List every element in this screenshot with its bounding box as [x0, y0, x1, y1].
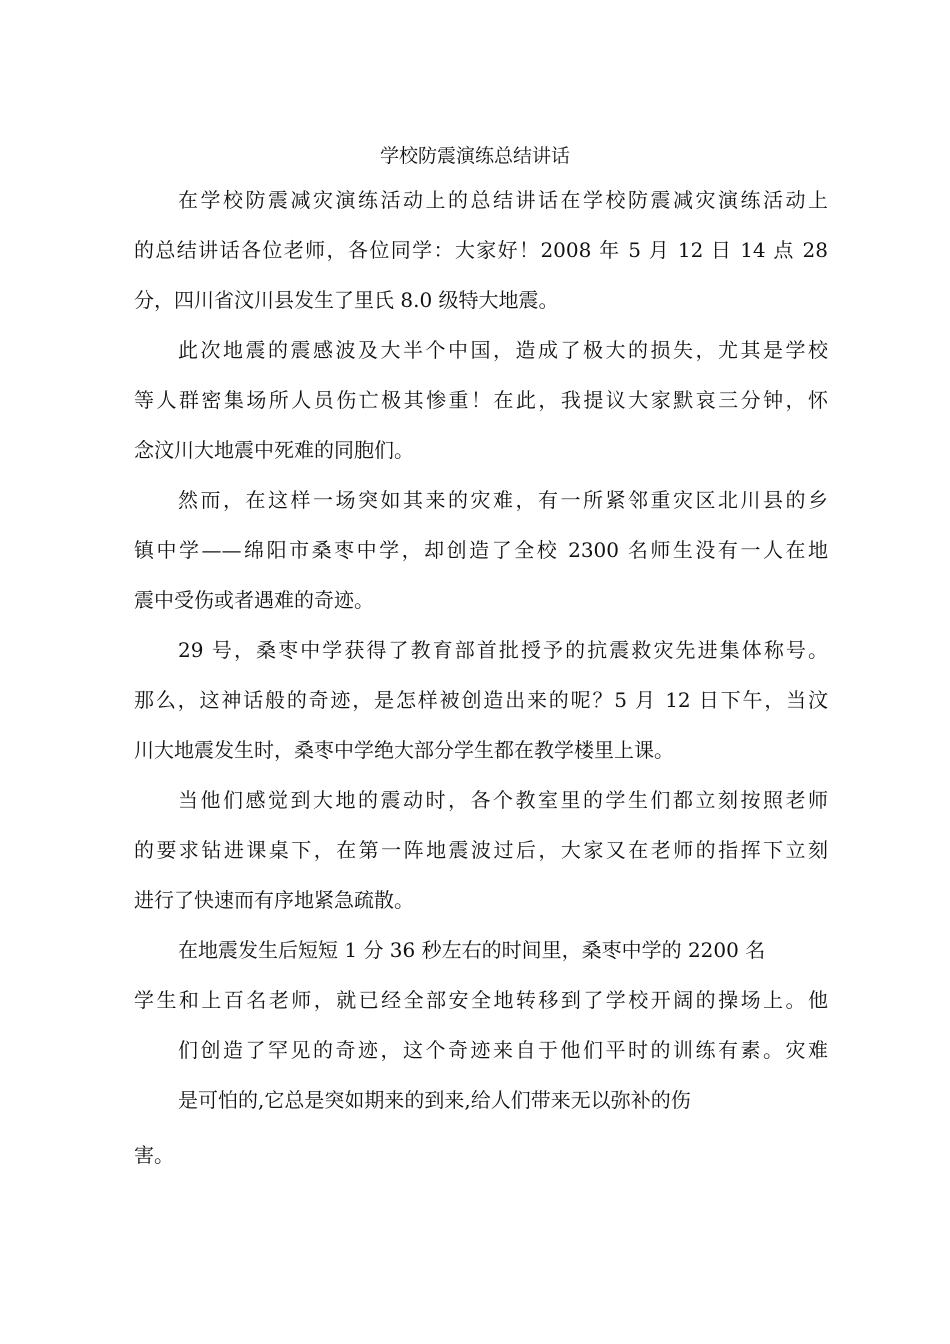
paragraph-line: 的要求钻进课桌下，在第一阵地震波过后，大家又在老师的指挥下立刻 [134, 838, 828, 862]
paragraph-line: 然而，在这样一场突如其来的灾难，有一所紧邻重灾区北川县的乡 [178, 488, 828, 512]
paragraph-line: 害。 [134, 1143, 174, 1167]
paragraph-line: 29 号，桑枣中学获得了教育部首批授予的抗震救灾先进集体称号。 [178, 638, 828, 662]
paragraph-line: 们创造了罕见的奇迹，这个奇迹来自于他们平时的训练有素。灾难 [178, 1038, 828, 1062]
paragraph-line: 在学校防震减灾演练活动上的总结讲话在学校防震减灾演练活动上 [178, 188, 828, 212]
paragraph-line: 等人群密集场所人员伤亡极其惨重！在此，我提议大家默哀三分钟，怀 [134, 388, 828, 412]
paragraph-line: 念汶川大地震中死难的同胞们。 [134, 438, 414, 462]
paragraph-line: 此次地震的震感波及大半个中国，造成了极大的损失，尤其是学校 [178, 338, 828, 362]
paragraph-line: 川大地震发生时，桑枣中学绝大部分学生都在教学楼里上课。 [134, 738, 674, 762]
paragraph-line: 那么，这神话般的奇迹，是怎样被创造出来的呢？5 月 12 日下午，当汶 [134, 688, 828, 712]
paragraph-line: 进行了快速而有序地紧急疏散。 [134, 888, 414, 912]
paragraph-line: 学生和上百名老师，就已经全部安全地转移到了学校开阔的操场上。他 [134, 988, 828, 1012]
paragraph-line: 镇中学——绵阳市桑枣中学，却创造了全校 2300 名师生没有一人在地 [134, 538, 828, 562]
paragraph-line: 震中受伤或者遇难的奇迹。 [134, 588, 374, 612]
paragraph-line: 的总结讲话各位老师，各位同学：大家好！2008 年 5 月 12 日 14 点 28 [134, 238, 828, 262]
paragraph-line: 是可怕的,它总是突如期来的到来,给人们带来无以弥补的伤 [178, 1088, 691, 1112]
document-title: 学校防震演练总结讲话 [379, 145, 570, 167]
paragraph-line: 在地震发生后短短 1 分 36 秒左右的时间里，桑枣中学的 2200 名 [178, 938, 766, 962]
paragraph-line: 分，四川省汶川县发生了里氏 8.0 级特大地震。 [134, 288, 559, 312]
paragraph-line: 当他们感觉到大地的震动时，各个教室里的学生们都立刻按照老师 [178, 788, 828, 812]
